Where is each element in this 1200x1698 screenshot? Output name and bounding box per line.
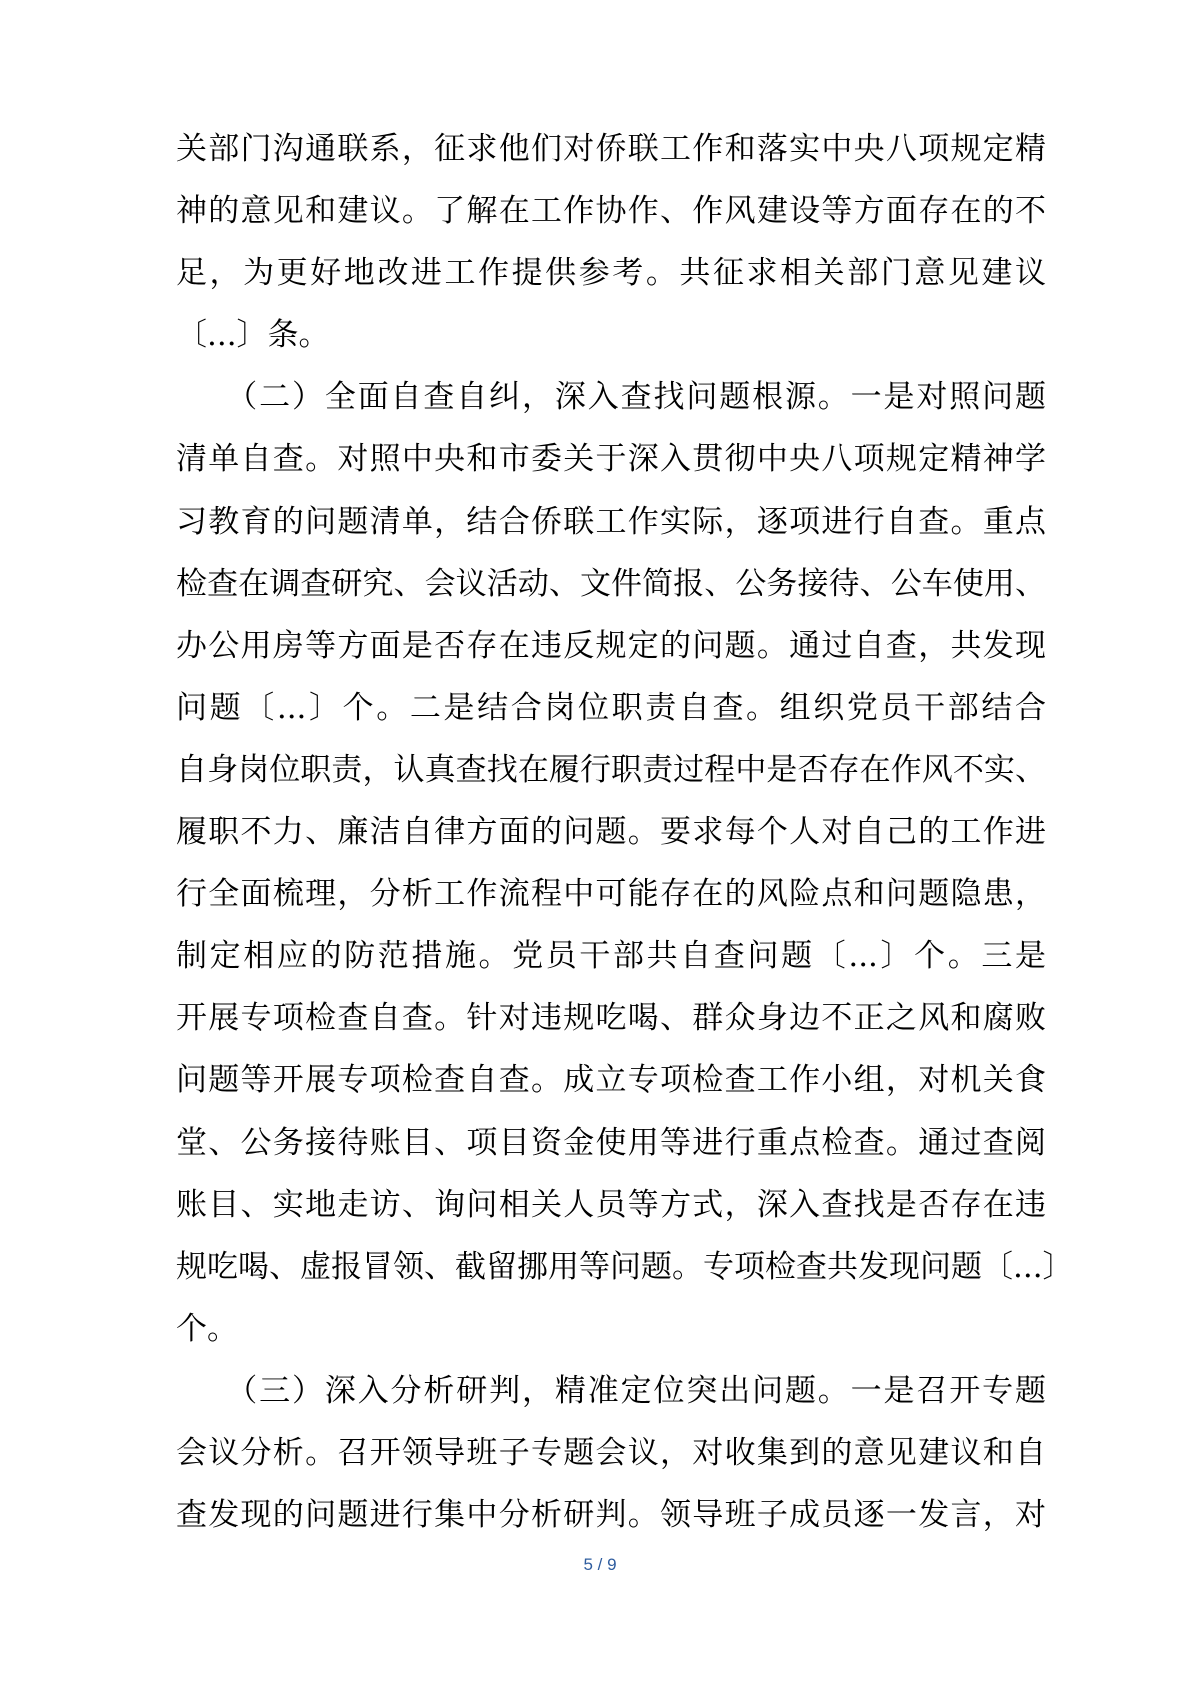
text-line: 检查在调查研究、会议活动、文件简报、公务接待、公车使用、 — [176, 565, 1046, 602]
text-line: 习教育的问题清单，结合侨联工作实际，逐项进行自查。重点 — [176, 503, 1046, 540]
text-line: 问题〔...〕个。二是结合岗位职责自查。组织党员干部结合 — [176, 689, 1046, 726]
text-line: 账目、实地走访、询问相关人员等方式，深入查找是否存在违 — [176, 1186, 1046, 1223]
text-line: 神的意见和建议。了解在工作协作、作风建设等方面存在的不 — [176, 193, 1046, 230]
page-number: 5 / 9 — [583, 1555, 617, 1574]
text-line: 清单自查。对照中央和市委关于深入贯彻中央八项规定精神学 — [176, 441, 1046, 478]
paragraph-start-line: （三）深入分析研判，精准定位突出问题。一是召开专题 — [176, 1372, 1046, 1409]
text-line: 开展专项检查自查。针对违规吃喝、群众身边不正之风和腐败 — [176, 1000, 1046, 1037]
body-text — [176, 118, 1074, 1546]
text-line: 问题等开展专项检查自查。成立专项检查工作小组，对机关食 — [176, 1062, 1046, 1099]
text-line: 制定相应的防范措施。党员干部共自查问题〔...〕个。三是 — [176, 938, 1046, 975]
text-line: 足，为更好地改进工作提供参考。共征求相关部门意见建议 — [176, 255, 1046, 292]
text-line: 〔...〕条。 — [176, 317, 330, 354]
text-line: 堂、公务接待账目、项目资金使用等进行重点检查。通过查阅 — [176, 1124, 1046, 1161]
text-line: 自身岗位职责，认真查找在履行职责过程中是否存在作风不实、 — [176, 751, 1046, 788]
text-line: 个。 — [176, 1310, 238, 1347]
paragraph-start-line: （二）全面自查自纠，深入查找问题根源。一是对照问题 — [176, 379, 1046, 416]
text-line: 查发现的问题进行集中分析研判。领导班子成员逐一发言，对 — [176, 1497, 1046, 1534]
text-line: 关部门沟通联系，征求他们对侨联工作和落实中央八项规定精 — [176, 131, 1046, 167]
text-line: 行全面梳理，分析工作流程中可能存在的风险点和问题隐患， — [176, 876, 1046, 913]
text-line: 规吃喝、虚报冒领、截留挪用等问题。专项检查共发现问题〔...〕 — [176, 1248, 1074, 1285]
text-line: 办公用房等方面是否存在违反规定的问题。通过自查，共发现 — [176, 627, 1046, 664]
text-line: 会议分析。召开领导班子专题会议，对收集到的意见建议和自 — [176, 1434, 1046, 1471]
text-line: 履职不力、廉洁自律方面的问题。要求每个人对自己的工作进 — [176, 814, 1046, 851]
